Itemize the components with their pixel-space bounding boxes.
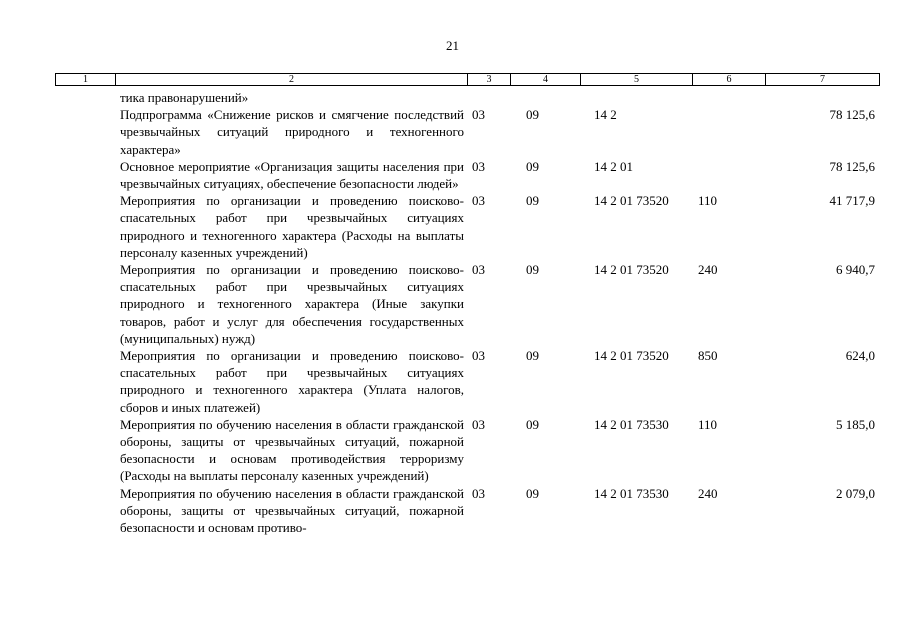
row-section: 03 [472,107,485,123]
row-target-article: 14 2 01 73520 [594,348,669,364]
row-expense-type: 110 [698,193,718,209]
row-name: Мероприятия по организации и проведению поисково-спасательных работ при чрезвычайных ситуациях природного и техногенного характера (Уплата налогов, сборов и иных платежей) [120,348,464,415]
row-subsection: 09 [526,107,539,123]
column-number-6: 6 [693,74,766,86]
row-number [55,485,115,537]
row-target-article: 14 2 01 73530 [594,416,669,432]
table-row [55,485,879,537]
row-amount: 78 125,6 [829,107,875,123]
row-subsection: 09 [526,158,539,174]
row-number [55,106,115,158]
row-name: Мероприятия по организации и проведению поисково-спасательных работ при чрезвычайных ситуациях природного и техногенного характера (Расходы на выплаты персоналу казенных учреждений) [120,193,464,260]
row-amount: 5 185,0 [836,416,875,432]
row-section: 03 [472,158,485,174]
row-target-article: 14 2 [594,107,617,123]
row-expense-type: 240 [698,262,718,278]
row-subsection: 09 [526,485,539,501]
column-number-2: 2 [116,74,468,86]
column-number-4: 4 [511,74,581,86]
row-subsection: 09 [526,262,539,278]
row-section: 03 [472,348,485,364]
row-amount: 41 717,9 [829,193,875,209]
row-section [467,89,510,106]
row-subsection: 09 [526,193,539,209]
row-section: 03 [472,262,485,278]
row-expense-type: 110 [698,416,718,432]
table-row [55,347,879,416]
row-amount: 78 125,6 [829,158,875,174]
row-section: 03 [472,193,485,209]
table-row [55,158,879,192]
page-number: 21 [446,38,459,53]
row-target-article: 14 2 01 [594,158,633,174]
column-number-7: 7 [766,74,880,86]
row-name: Мероприятия по обучению населения в области гражданской обороны, защиты от чрезвычайных ситуаций, пожарной безопасности и основам противо- [120,485,464,536]
row-name: Основное мероприятие «Организация защиты населения при чрезвычайных ситуациях, обеспечение безопасности людей» [120,158,464,192]
table-row [55,89,879,106]
column-number-3: 3 [468,74,511,86]
row-name: тика правонарушений» [120,90,249,105]
row-expense-type [692,89,765,106]
row-name: Подпрограмма «Снижение рисков и смягчение последствий чрезвычайных ситуаций природного и техногенного характера» [120,107,464,157]
column-number-header [55,73,880,86]
budget-table [55,89,879,536]
row-section: 03 [472,416,485,432]
row-number [55,416,115,485]
table-row [55,106,879,158]
row-section: 03 [472,485,485,501]
row-subsection: 09 [526,416,539,432]
row-number [55,89,115,106]
row-expense-type [692,106,765,158]
row-amount: 2 079,0 [836,485,875,501]
row-target-article [580,89,692,106]
row-name: Мероприятия по обучению населения в области гражданской обороны, защиты от чрезвычайных ситуаций, пожарной безопасности и основам противодействия терроризму (Расходы на выплаты персоналу казенных учреждений) [120,416,464,484]
row-expense-type: 240 [698,485,718,501]
table-row [55,416,879,485]
row-amount: 624,0 [845,348,875,364]
row-number [55,192,115,261]
row-number [55,347,115,416]
table-row [55,192,879,261]
row-target-article: 14 2 01 73520 [594,262,669,278]
table-row [55,261,879,347]
row-number [55,158,115,192]
row-expense-type: 850 [698,348,718,364]
row-number [55,261,115,347]
column-number-1: 1 [56,74,116,86]
row-target-article: 14 2 01 73520 [594,193,669,209]
column-number-5: 5 [581,74,693,86]
row-subsection: 09 [526,348,539,364]
row-expense-type [692,158,765,192]
row-amount [765,89,879,106]
row-amount: 6 940,7 [836,262,875,278]
row-target-article: 14 2 01 73530 [594,485,669,501]
row-name: Мероприятия по организации и проведению поисково-спасательных работ при чрезвычайных ситуациях природного и техногенного характера (Иные закупки товаров, работ и услуг для обеспечения государственных (муниципальных) нужд) [120,262,464,346]
row-subsection [510,89,580,106]
